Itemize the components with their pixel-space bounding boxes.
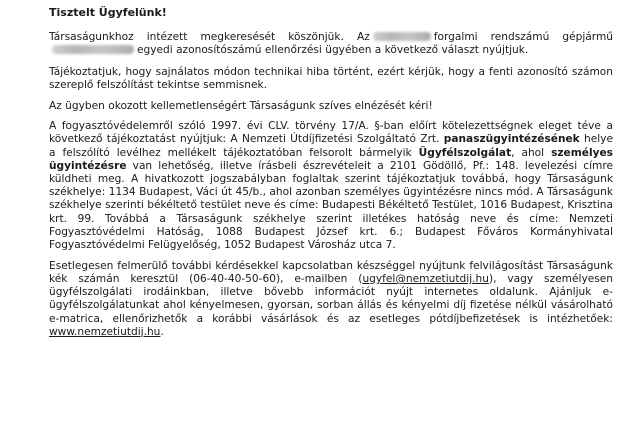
paragraph-apology: Az ügyben okozott kellemetlenségért Társaságunk szíves elnézését kéri!: [49, 99, 433, 112]
redacted-plate-number: [373, 32, 431, 41]
paragraph-request-reply: [49, 31, 613, 57]
p1-text-a: Társaságunkhoz intézett megkeresését köszönjük. Az: [49, 31, 370, 44]
redacted-id-number: [52, 45, 134, 54]
greeting-heading: Tisztelt Ügyfelünk!: [49, 6, 167, 19]
p4-text-c: helye a felszólító levélhez mellékelt tájékoztatóban felsorolt bármelyik: [49, 133, 613, 159]
p4-text-g: van lehetőség, illetve írásbeli észrevételeit a 2101 Gödöllő, Pf.: 148. levelezési címre küldheti meg. A hivatkozott jogszabályban foglaltak szerint tájékoztatjuk továbbá, hogy Társaságunk székhelye: 1134 Budapest, Váci út 45/b., ahol azonban személyes ügyintézésre nincs mód. A Társaságunk székhelye szerinti békéltető testület neve és címe: Budapesti Békéltető Testület, 1016 Budapest, Krisztina krt. 99. Továbbá a Társaságunk székhelye szerint illetékes hatóság neve és címe: Nemzeti Fogyasztóvédelmi Hatóság, 1088 Budapest József krt. 6.; Budapest Főváros Kormányhivatal Fogyasztóvédelmi Felügyelőség, 1052 Budapest Városház utca 7.: [49, 159, 613, 252]
p4-text-a: A fogyasztóvédelemről szóló 1997. évi CLV. törvény 17/A. §-ban előírt kötelezettségnek eleget téve a következő tájékoztatást nyújtjuk: A Nemzeti Útdíjfizetési Szolgáltató Zrt.: [49, 120, 613, 146]
p5-text-a: Esetlegesen felmerülő további kérdésekkel kapcsolatban készséggel nyújtunk felvilágosítást Társaságunk kék számán keresztül (06-40-40-50-60), e-mailben (: [49, 259, 613, 285]
p5-text-b: ), vagy személyesen ügyfélszolgálati irodáinkban, illetve bővebb információt nyújt internetes oldalunk. Ajánljuk e-ügyfélszolgálatunkat ahol kényelmesen, gyorsan, sorban állás és kényelmi díj fizetése nélkül vásárolható e-matrica, ellenőrizhetők a korábbi vásárlások és az esetleges pótdíjbefizetések is intézhetőek:: [49, 272, 613, 325]
paragraph-technical-error: Tájékoztatjuk, hogy sajnálatos módon technikai hiba történt, ezért kérjük, hogy a fenti azonosító számon szereplő felszólítást tekintse semmisnek.: [49, 65, 613, 91]
p5-text-c: .: [160, 325, 164, 338]
p4-bold-customer-service: Ügyfélszolgálat: [418, 146, 512, 159]
paragraph-contact: [49, 260, 613, 339]
p4-bold-personal: személyes ügyintézésre: [49, 146, 613, 172]
email-link[interactable]: ugyfel@nemzetiutdij.hu: [362, 272, 489, 285]
p4-text-e: , ahol: [511, 146, 545, 159]
p4-bold-complaint: panaszügyintézésének: [443, 133, 580, 146]
p1-text-c: egyedi azonosítószámú ellenőrzési ügyében a következő választ nyújtjuk.: [137, 44, 529, 57]
paragraph-consumer-protection: [49, 120, 613, 252]
p1-text-b: forgalmi rendszámú gépjármű: [433, 31, 613, 44]
website-link[interactable]: www.nemzetiutdij.hu: [49, 325, 161, 338]
